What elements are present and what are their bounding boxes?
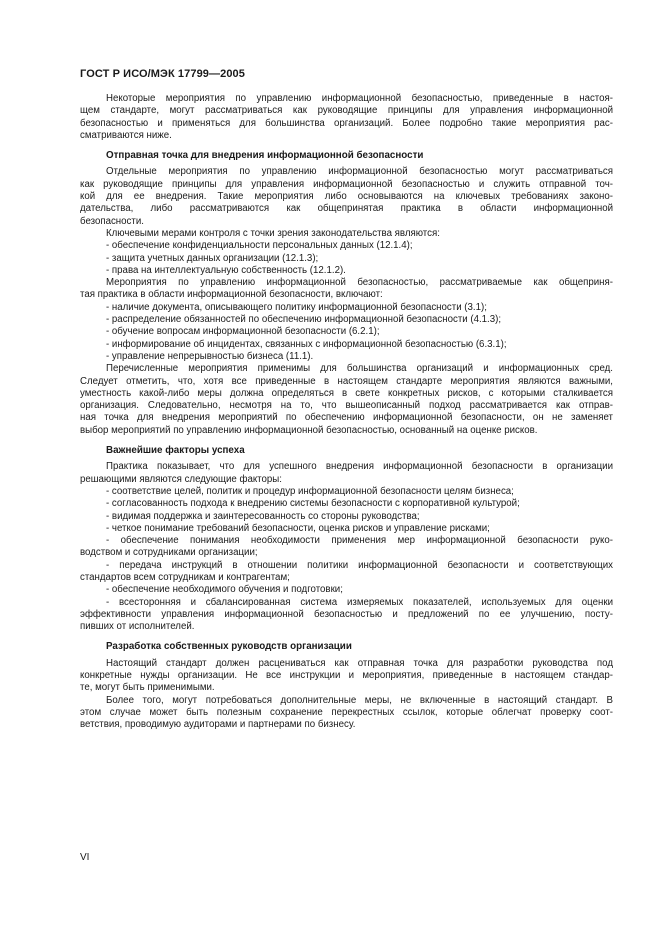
text-line: Более того, могут потребоваться дополнительные меры, не включенные в настоящий стандарт. В xyxy=(106,694,613,706)
list-item: - управление непрерывностью бизнеса (11.1). xyxy=(106,350,314,362)
section-heading-success-factors: Важнейшие факторы успеха xyxy=(106,445,245,457)
list-item: - соответствие целей, политик и процедур информационной безопасности целям бизнеса; xyxy=(106,485,514,497)
text-line: этом случае может быть полезным сохранение перекрестных ссылок, которые облегчат проверку соот- xyxy=(80,706,613,718)
text-line: Настоящий стандарт должен расцениваться как отправная точка для разработки руководства под xyxy=(106,657,613,669)
page-body xyxy=(80,93,613,732)
text-line: безопасности. xyxy=(80,215,144,227)
text-line: кой для ее внедрения. Такие мероприятия либо основываются на ключевых требованиях законо- xyxy=(80,191,613,203)
list-item: - распределение обязанностей по обеспечению информационной безопасности (4.1.3); xyxy=(106,314,502,326)
list-item xyxy=(80,597,613,634)
starting-point-conclusion xyxy=(80,363,613,437)
list-item: - права на интеллектуальную собственность (12.1.2). xyxy=(106,264,346,276)
list-item xyxy=(80,560,613,585)
list-item: - согласованность подхода к внедрению системы безопасности с корпоративной культурой; xyxy=(106,498,520,510)
document-header: ГОСТ Р ИСО/МЭК 17799—2005 xyxy=(80,68,245,80)
list-item: - обеспечение необходимого обучения и подготовки; xyxy=(106,584,343,596)
text-line: Отдельные мероприятия по управлению информационной безопасностью могут рассматриваться xyxy=(106,166,613,178)
text-line: эффективности управления информационной безопасностью и предложений по ее улучшению, посту- xyxy=(80,608,613,620)
text-line: как руководящие принципы для управления информационной безопасностью и служить отправной точ- xyxy=(80,178,613,190)
text-line: пивших от исполнителей. xyxy=(80,621,195,633)
text-line: безопасностью и применяться для большинства организаций. Более подробно такие мероприятия рас- xyxy=(80,117,613,129)
common-practice-intro xyxy=(80,277,613,302)
text-line: сматриваются ниже. xyxy=(80,129,172,141)
text-line: - обеспечение понимания необходимости применения мер информационной безопасности руко- xyxy=(106,535,613,547)
own-guidelines-paragraph-2 xyxy=(80,695,613,732)
text-line: Некоторые мероприятия по управлению информационной безопасностью, приведенные в настоя- xyxy=(106,93,613,104)
text-line: уместность какой-либо меры должна определяться в свете конкретных рисков, с которыми сталкивается xyxy=(80,387,613,399)
list-item: - обучение вопросам информационной безопасности (6.2.1); xyxy=(106,326,380,338)
text-line: Мероприятия по управлению информационной безопасностью, рассматриваемые как общеприня- xyxy=(106,277,613,289)
section-heading-own-guidelines: Разработка собственных руководств организации xyxy=(106,641,352,653)
list-item: - обеспечение конфиденциальности персональных данных (12.1.4); xyxy=(106,240,413,252)
section-heading-starting-point: Отправная точка для внедрения информационной безопасности xyxy=(106,150,424,162)
own-guidelines-paragraph-1 xyxy=(80,658,613,695)
text-line: щем стандарте, могут рассматриваться как руководящие принципы для управления информационной xyxy=(80,105,613,117)
text-line: - передача инструкций в отношении политики информационной безопасности и соответствующих xyxy=(106,559,613,571)
legal-controls-intro: Ключевыми мерами контроля с точки зрения законодательства являются: xyxy=(106,227,440,239)
list-item xyxy=(80,535,613,560)
list-item: - защита учетных данных организации (12.1.3); xyxy=(106,252,319,264)
text-line: стандартов всем сотрудникам и контрагентам; xyxy=(80,571,290,583)
list-item: - четкое понимание требований безопасности, оценка рисков и управление рисками; xyxy=(106,522,490,534)
text-line: организация. Следовательно, несмотря на то, что вышеописанный подход рассматривается как отправ- xyxy=(80,400,613,412)
list-item: - видимая поддержка и заинтересованность со стороны руководства; xyxy=(106,510,420,522)
text-line: Следует отметить, что, хотя все приведенные в настоящем стандарте мероприятия являются важными, xyxy=(80,375,613,387)
page-number: VI xyxy=(80,852,90,863)
list-item: - информирование об инцидентах, связанных с информационной безопасностью (6.3.1); xyxy=(106,338,507,350)
success-factors-intro xyxy=(80,461,613,486)
text-line: Перечисленные мероприятия применимы для большинства организаций и информационных сред. xyxy=(106,363,613,375)
text-line: ветствия, проводимую аудиторами и партнерами по бизнесу. xyxy=(80,719,356,731)
text-line: решающими являются следующие факторы: xyxy=(80,473,282,485)
intro-paragraph xyxy=(80,93,613,142)
text-line: - всесторонняя и сбалансированная система измеряемых показателей, используемых для оценки xyxy=(106,596,613,608)
text-line: дательства, либо рассматриваются как общепринятая практика в области информационной xyxy=(80,203,613,215)
list-item: - наличие документа, описывающего политику информационной безопасности (3.1); xyxy=(106,301,487,313)
starting-point-paragraph xyxy=(80,166,613,227)
text-line: конкретные нужды организации. Не все инструкции и мероприятия, приведенные в настоящем стандар- xyxy=(80,670,613,682)
text-line: выбор мероприятий по управлению информационной безопасностью, основанный на оценке рисков. xyxy=(80,424,538,436)
text-line: ная точка для внедрения мероприятий по обеспечению информационной безопасности, он не заменяет xyxy=(80,412,613,424)
text-line: водством и сотрудниками организации; xyxy=(80,547,258,559)
text-line: тая практика в области информационной безопасности, включают: xyxy=(80,289,383,301)
text-line: те, могут быть применимыми. xyxy=(80,682,215,694)
text-line: Практика показывает, что для успешного внедрения информационной безопасности в организации xyxy=(106,461,613,473)
